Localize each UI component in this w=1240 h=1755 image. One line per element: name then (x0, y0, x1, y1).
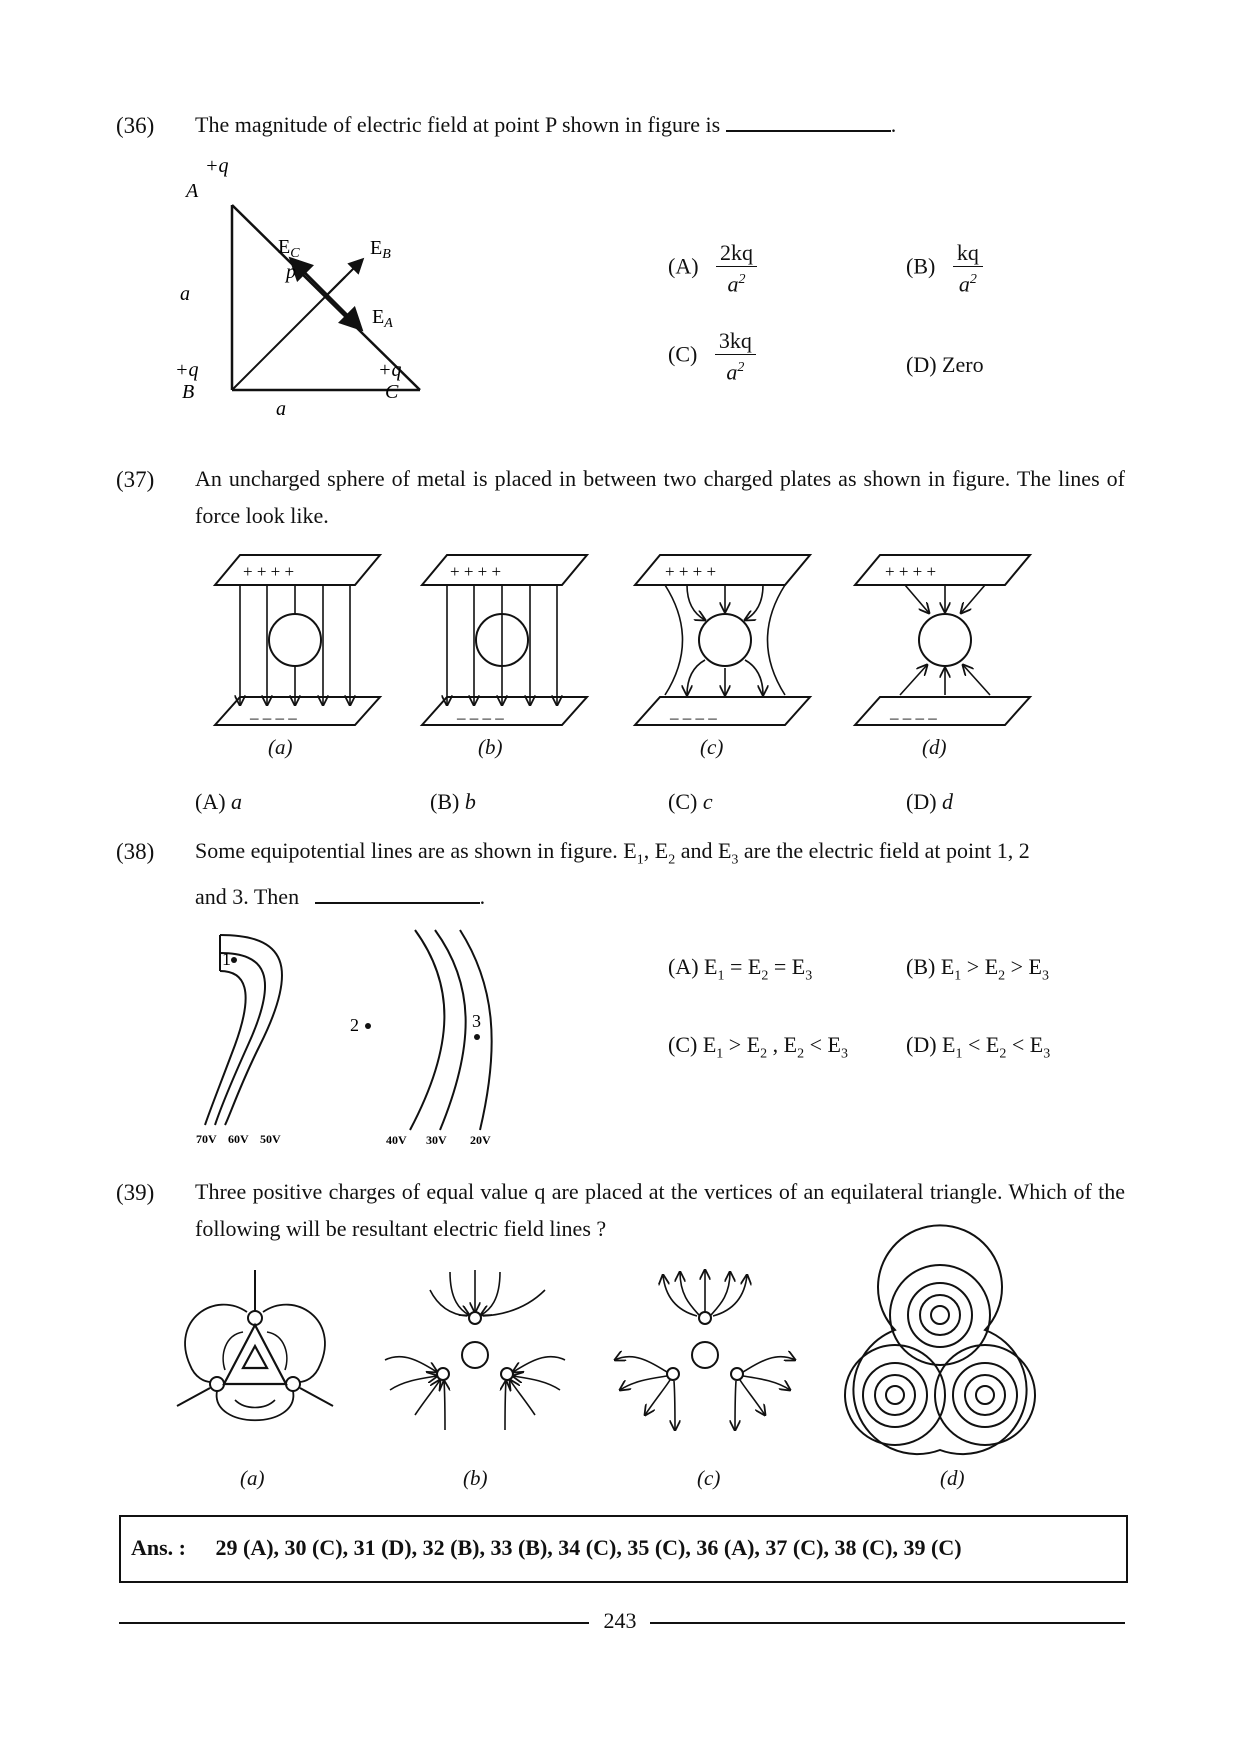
q39-figure-a (177, 1270, 333, 1420)
point-2-label: 2 (350, 1015, 359, 1035)
svg-text:60V: 60V (228, 1132, 249, 1146)
answer-label: Ans. : (131, 1535, 187, 1560)
q38-option-d[interactable]: (D) $E_1 < E_2 < E_3$ (906, 1032, 1051, 1062)
charge-b: +q (175, 359, 199, 381)
q37-figure-c (635, 555, 810, 727)
q37-caption-d: (d) (922, 735, 947, 759)
q38-option-b[interactable]: (B) $E_1 > E_2 > E_3$ (906, 954, 1049, 984)
q36-option-b[interactable]: (B) $\frac{kq}{a^2}$ (906, 240, 983, 297)
q39-text: Three positive charges of equal value q are placed at the vertices of an equilateral triangle. Which of the following will be resultant electric field lines ? (195, 1179, 1125, 1241)
svg-text:20V: 20V (470, 1133, 491, 1147)
q38-text: Some equipotential lines are as shown in figure. $E_1$, $E_2$ and $E_3$ are the electric field at point 1, 2 and 3. Then . (195, 838, 1030, 910)
svg-text:– – – –: – – – – (457, 708, 504, 727)
charge-c: +q (378, 359, 402, 381)
bottom-a-label: a (276, 398, 286, 420)
q36-option-c[interactable]: (C) $\frac{3kq}{a^2}$ (668, 328, 756, 385)
svg-text:– – – –: – – – – (890, 708, 937, 727)
q39-figures (170, 1265, 1070, 1465)
q39-caption-a: (a) (240, 1466, 265, 1490)
svg-text:40V: 40V (386, 1133, 407, 1147)
q37-option-d[interactable]: (D) d (906, 789, 954, 814)
q38-answer-blank (315, 902, 480, 904)
vertex-c: C (385, 381, 399, 403)
point-1-label: 1 (222, 949, 231, 969)
svg-text:+ + + +: + + + + (665, 562, 717, 581)
page-number: 243 (603, 1608, 637, 1633)
svg-text:+ + + +: + + + + (243, 562, 295, 581)
footer-rule-right (650, 1622, 1125, 1624)
q39-caption-c: (c) (697, 1466, 721, 1490)
q39-caption-b: (b) (463, 1466, 488, 1490)
p-label: p (286, 261, 296, 283)
q39-number: (39) (116, 1180, 155, 1205)
vertex-a: A (186, 180, 199, 202)
q37-figure-b (422, 555, 587, 727)
svg-text:+ + + +: + + + + (450, 562, 502, 581)
q39-figure-c (615, 1270, 795, 1430)
q39-caption-d: (d) (940, 1466, 965, 1490)
q37-figures (195, 545, 1095, 735)
answer-line (131, 1535, 962, 1561)
q39-figure-b (385, 1270, 565, 1430)
ec-label: $E_C$ (278, 236, 300, 261)
q36-answer-blank (726, 130, 891, 132)
eb-label: $E_B$ (370, 237, 391, 262)
ea-label: $E_A$ (372, 306, 393, 331)
q37-number: (37) (116, 467, 155, 492)
point-3-label: 3 (472, 1011, 481, 1031)
q36-option-a[interactable]: (A) $\frac{2kq}{a^2}$ (668, 240, 757, 297)
svg-text:50V: 50V (260, 1132, 281, 1146)
svg-text:– – – –: – – – – (670, 708, 717, 727)
svg-text:70V: 70V (196, 1132, 217, 1146)
arrow-ec (292, 260, 327, 295)
q36-text (195, 106, 1130, 143)
q37-text: An uncharged sphere of metal is placed in between two charged plates as shown in figure. The lines of force look like. (195, 466, 1125, 528)
q38-equipotential-figure (190, 925, 530, 1145)
vertex-b: B (182, 381, 195, 403)
svg-text:– – – –: – – – – (250, 708, 297, 727)
q36-question: The magnitude of electric field at point P shown in figure is (195, 112, 721, 137)
footer-rule-left (119, 1622, 589, 1624)
charge-a: +q (205, 155, 229, 177)
svg-text:+ + + +: + + + + (885, 562, 937, 581)
q37-figure-a (215, 555, 380, 727)
q39-figure-d (845, 1225, 1035, 1454)
q37-caption-a: (a) (268, 735, 293, 759)
q38-option-c[interactable]: (C) $E_1 > E_2$ , $E_2 < E_3$ (668, 1032, 848, 1062)
arrow-eb (327, 260, 362, 295)
answer-text: 29 (A), 30 (C), 31 (D), 32 (B), 33 (B), 34 (C), 35 (C), 36 (A), 37 (C), 38 (C), 39 (C) (215, 1535, 962, 1560)
q38-option-a[interactable]: (A) $E_1 = E_2 = E_3$ (668, 954, 813, 984)
q36-option-d[interactable]: (D) Zero (906, 352, 984, 377)
side-a-label: a (180, 283, 190, 305)
svg-text:30V: 30V (426, 1133, 447, 1147)
q36-period: . (890, 112, 897, 137)
q36-number: (36) (116, 113, 155, 138)
q37-caption-c: (c) (700, 735, 724, 759)
answer-box (119, 1515, 1128, 1583)
q37-figure-d (855, 555, 1030, 727)
arrow-ea (327, 295, 360, 328)
q37-option-b[interactable]: (B) b (430, 789, 476, 814)
q38-number: (38) (116, 839, 155, 864)
q37-option-a[interactable]: (A) a (195, 789, 243, 814)
q36-triangle-figure (175, 155, 480, 420)
q37-caption-b: (b) (478, 735, 503, 759)
q37-option-c[interactable]: (C) c (668, 789, 713, 814)
